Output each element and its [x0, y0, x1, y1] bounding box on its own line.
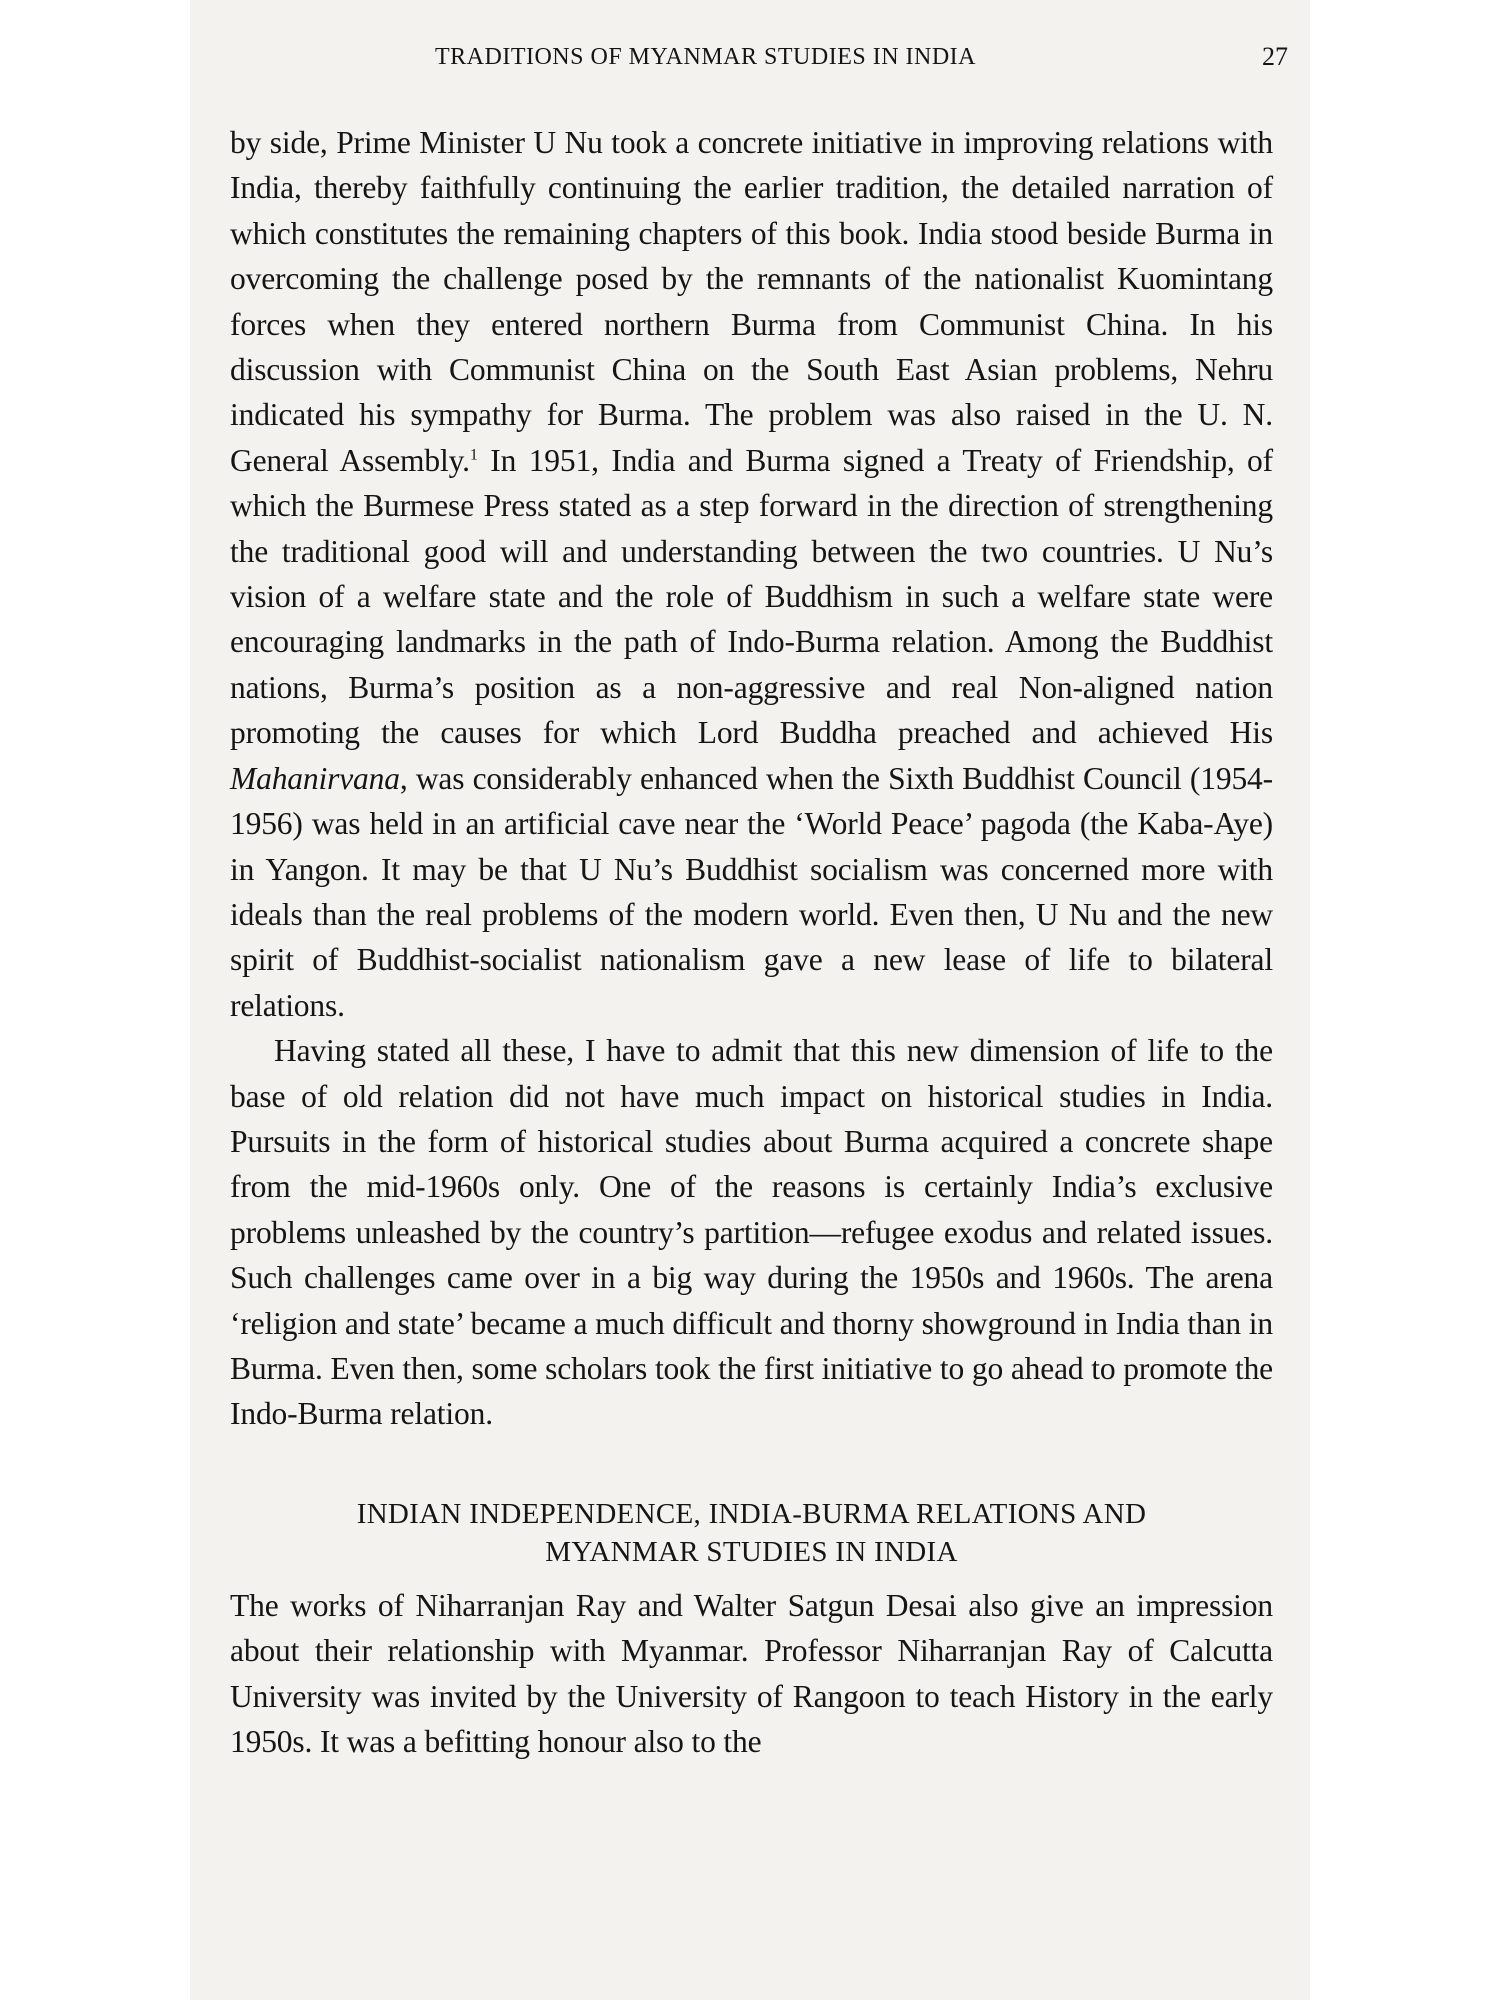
paragraph-1	[230, 120, 1273, 1028]
paragraph-1-text-c: , was considerably enhanced when the Sixth Buddhist Council (1954-1956) was held in an artificial cave near the ‘World Peace’ pagoda (the Kaba-Aye) in Yangon. It may be that U Nu’s Buddhist socialism was concerned more with ideals than the real problems of the modern world. Even then, U Nu and the new spirit of Buddhist-socialist nationalism gave a new lease of life to bilateral relations.	[230, 760, 1273, 1023]
page-number: 27	[1262, 42, 1288, 71]
section-heading	[230, 1495, 1273, 1571]
running-title: TRADITIONS OF MYANMAR STUDIES IN INDIA	[435, 44, 976, 70]
section-heading-line-2: MYANMAR STUDIES IN INDIA	[545, 1535, 958, 1568]
book-page	[190, 0, 1310, 2000]
paragraph-1-text-a: by side, Prime Minister U Nu took a concrete initiative in improving relations with India, thereby faithfully continuing the earlier tradition, the detailed narration of which constitutes the remaining chapters of this book. India stood beside Burma in overcoming the challenge posed by the remnants of the nationalist Kuomintang forces when they entered northern Burma from Communist China. In his discussion with Communist China on the South East Asian problems, Nehru indicated his sympathy for Burma. The problem was also raised in the U. N. General Assembly.	[230, 125, 1273, 478]
paragraph-1-text-b: In 1951, India and Burma signed a Treaty of Friendship, of which the Burmese Press stated as a step forward in the direction of strengthening the traditional good will and understanding between the two countries. U Nu’s vision of a welfare state and the role of Buddhism in such a welfare state were encouraging landmarks in the path of Indo-Burma relation. Among the Buddhist nations, Burma’s position as a non-aggressive and real Non-aligned nation promoting the causes for which Lord Buddha preached and achieved His	[230, 442, 1273, 751]
page-body	[230, 120, 1273, 1764]
running-head	[190, 40, 1310, 80]
paragraph-2: Having stated all these, I have to admit that this new dimension of life to the base of old relation did not have much impact on historical studies in India. Pursuits in the form of historical studies about Burma acquired a concrete shape from the mid-1960s only. One of the reasons is certainly India’s exclusive problems unleashed by the country’s partition—refugee exodus and related issues. Such challenges came over in a big way during the 1950s and 1960s. The arena ‘religion and state’ became a much difficult and thorny showground in India than in Burma. Even then, some scholars took the first initiative to go ahead to promote the Indo-Burma relation.	[230, 1033, 1273, 1432]
section-heading-line-1: INDIAN INDEPENDENCE, INDIA-BURMA RELATIONS AND	[356, 1497, 1147, 1530]
paragraph-3: The works of Niharranjan Ray and Walter Satgun Desai also give an impression about their relationship with Myanmar. Professor Niharranjan Ray of Calcutta University was invited by the University of Rangoon to teach History in the early 1950s. It was a befitting honour also to the	[230, 1587, 1273, 1759]
footnote-reference: 1	[469, 446, 478, 464]
italic-term: Mahanirvana	[230, 760, 400, 796]
